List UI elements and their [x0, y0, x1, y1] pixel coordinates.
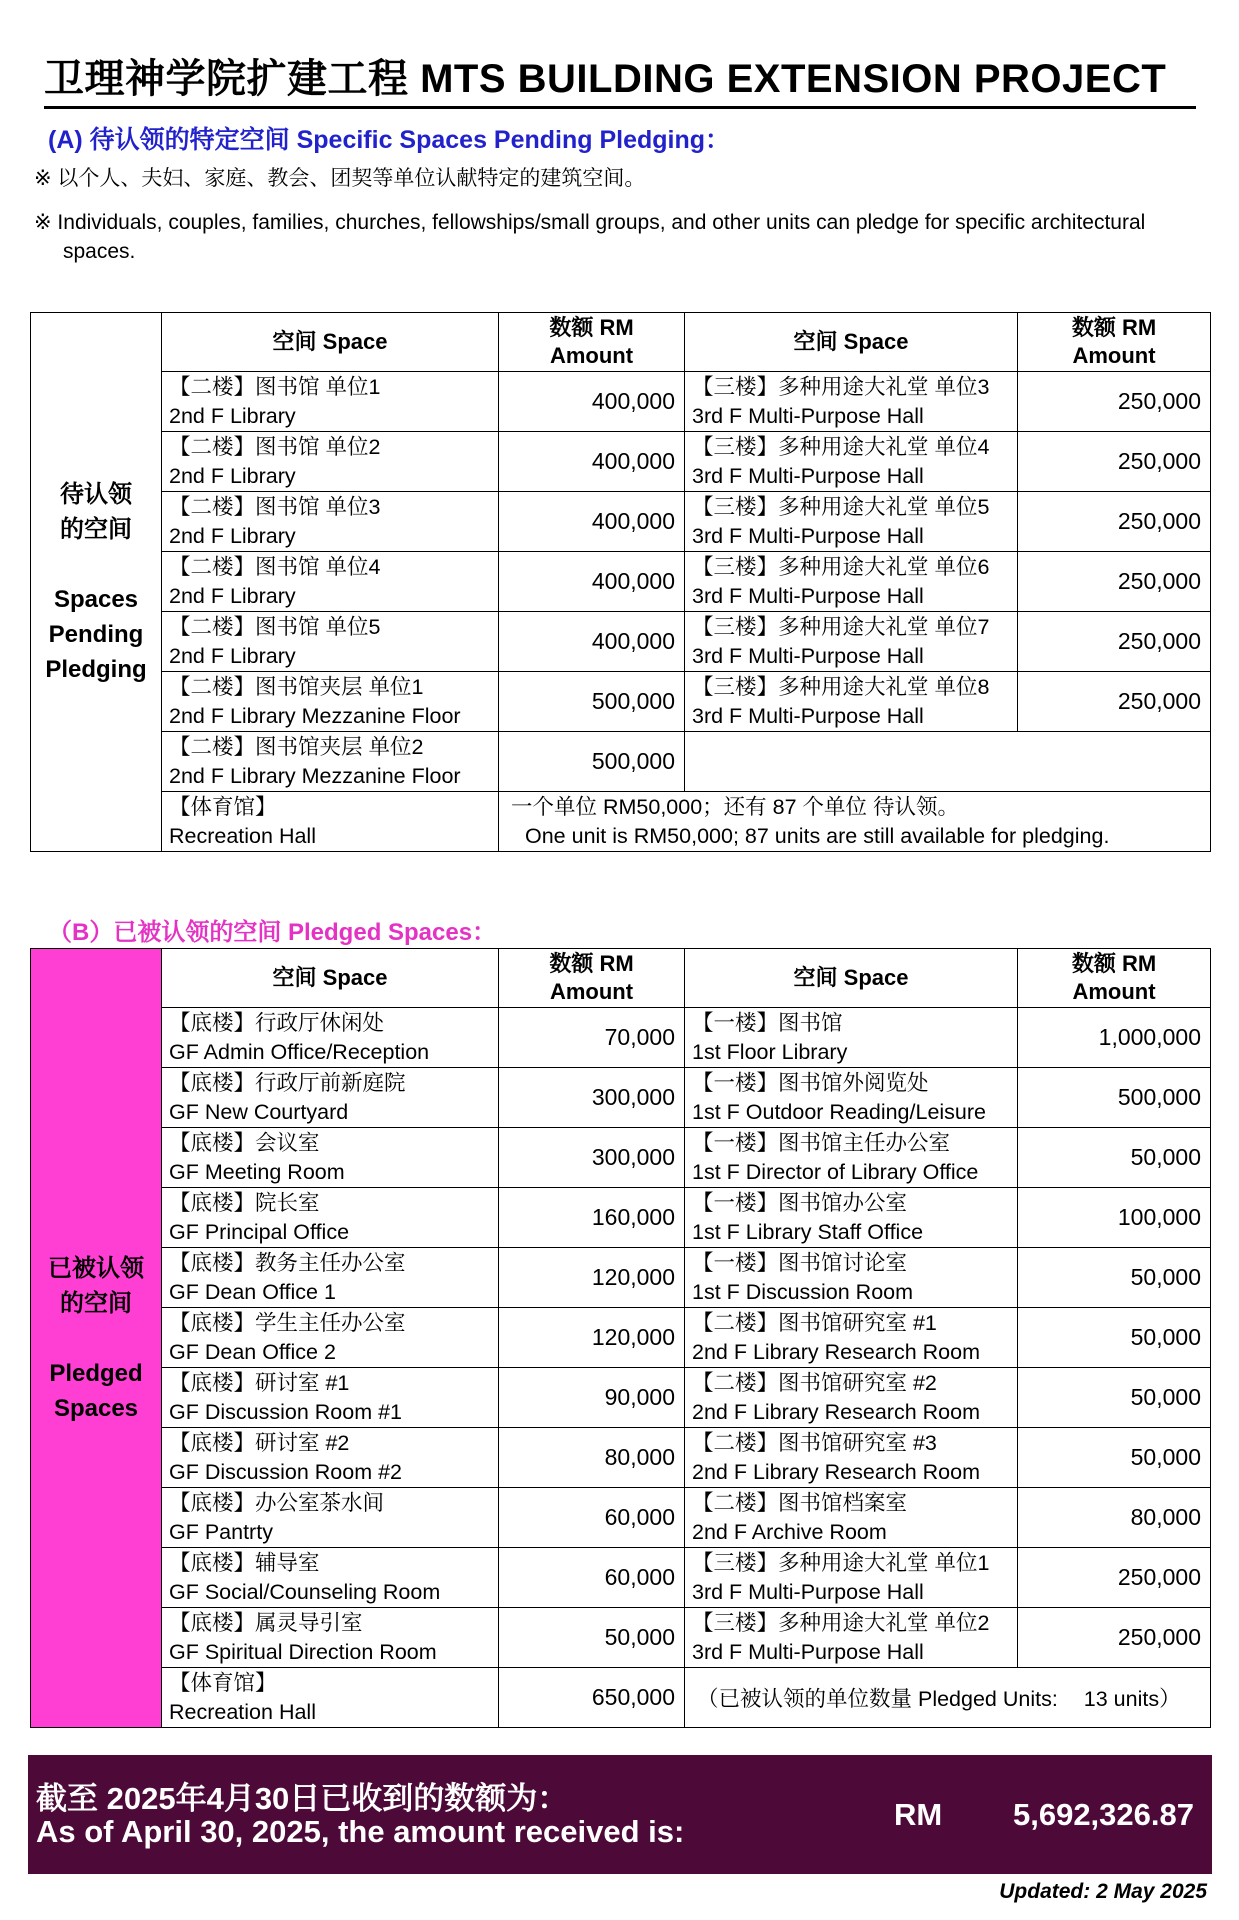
- space-cell: 【二楼】图书馆 单位1 2nd F Library: [162, 372, 499, 432]
- table-row: [31, 792, 1211, 852]
- amount-cell: 80,000: [1018, 1488, 1211, 1548]
- table-row: [31, 552, 1211, 612]
- space-cell: 【底楼】研讨室 #2 GF Discussion Room #2: [162, 1428, 499, 1488]
- side-label-cn-2: 的空间: [60, 516, 132, 543]
- amount-cell: 250,000: [1018, 1608, 1211, 1668]
- space-cell: 【底楼】办公室茶水间 GF Pantrty: [162, 1488, 499, 1548]
- page-title: 卫理神学院扩建工程 MTS BUILDING EXTENSION PROJECT: [44, 56, 1196, 109]
- pledged-units-label: （已被认领的单位数量 Pledged Units:: [697, 1687, 1058, 1711]
- space-cell: 【三楼】多种用途大礼堂 单位2 3rd F Multi-Purpose Hall: [685, 1608, 1018, 1668]
- header-space-left: 空间 Space: [162, 949, 499, 1008]
- amount-cell: 400,000: [499, 372, 685, 432]
- space-cell: 【一楼】图书馆讨论室 1st F Discussion Room: [685, 1248, 1018, 1308]
- table-row: [31, 432, 1211, 492]
- table-row: [31, 1248, 1211, 1308]
- space-cell: 【底楼】属灵导引室 GF Spiritual Direction Room: [162, 1608, 499, 1668]
- amount-cell: 250,000: [1018, 552, 1211, 612]
- table-header-row: [31, 949, 1211, 1008]
- amount-cell: 1,000,000: [1018, 1008, 1211, 1068]
- amount-cell: 50,000: [499, 1608, 685, 1668]
- space-cell: 【底楼】行政厅休闲处 GF Admin Office/Reception: [162, 1008, 499, 1068]
- total-label-en: As of April 30, 2025, the amount received is:: [36, 1814, 685, 1849]
- amount-cell: 500,000: [499, 672, 685, 732]
- space-cell: 【体育馆】 Recreation Hall: [162, 1668, 499, 1728]
- table-row: [31, 672, 1211, 732]
- table-row: [31, 1668, 1211, 1728]
- space-cell: 【二楼】图书馆 单位2 2nd F Library: [162, 432, 499, 492]
- amount-cell: 70,000: [499, 1008, 685, 1068]
- table-row: [31, 492, 1211, 552]
- space-cell: 【底楼】行政厅前新庭院 GF New Courtyard: [162, 1068, 499, 1128]
- header-amount-right: 数额 RM Amount: [1018, 313, 1211, 372]
- space-cell: 【二楼】图书馆 单位5 2nd F Library: [162, 612, 499, 672]
- pledged-units-cell: [685, 1668, 1211, 1728]
- space-cell: 【二楼】图书馆档案室 2nd F Archive Room: [685, 1488, 1018, 1548]
- space-cell: 【一楼】图书馆外阅览处 1st F Outdoor Reading/Leisure: [685, 1068, 1018, 1128]
- side-label-en-1: Pledged: [49, 1359, 143, 1387]
- amount-cell: 250,000: [1018, 1548, 1211, 1608]
- space-cell: 【三楼】多种用途大礼堂 单位3 3rd F Multi-Purpose Hall: [685, 372, 1018, 432]
- space-cell: 【底楼】教务主任办公室 GF Dean Office 1: [162, 1248, 499, 1308]
- amount-cell: 50,000: [1018, 1428, 1211, 1488]
- amount-cell: 300,000: [499, 1068, 685, 1128]
- amount-cell: 120,000: [499, 1248, 685, 1308]
- table-row: [31, 1128, 1211, 1188]
- side-label-cn-1: 待认领: [60, 481, 132, 508]
- space-cell: 【三楼】多种用途大礼堂 单位6 3rd F Multi-Purpose Hall: [685, 552, 1018, 612]
- table-row: [31, 372, 1211, 432]
- side-label-cn-1: 已被认领: [48, 1254, 144, 1282]
- space-cell: 【三楼】多种用途大礼堂 单位5 3rd F Multi-Purpose Hall: [685, 492, 1018, 552]
- space-cell: 【一楼】图书馆办公室 1st F Library Staff Office: [685, 1188, 1018, 1248]
- table-row: [31, 1068, 1211, 1128]
- table-row: [31, 1608, 1211, 1668]
- amount-cell: 100,000: [1018, 1188, 1211, 1248]
- amount-cell: 400,000: [499, 612, 685, 672]
- header-amount-left: 数额 RM Amount: [499, 313, 685, 372]
- space-cell: 【体育馆】 Recreation Hall: [162, 792, 499, 852]
- side-label-pledged: [31, 949, 162, 1728]
- amount-cell: 120,000: [499, 1308, 685, 1368]
- space-cell: 【二楼】图书馆 单位3 2nd F Library: [162, 492, 499, 552]
- amount-cell: 250,000: [1018, 432, 1211, 492]
- table-row: [31, 732, 1211, 792]
- amount-cell: 250,000: [1018, 372, 1211, 432]
- amount-cell: 50,000: [1018, 1128, 1211, 1188]
- table-row: [31, 1308, 1211, 1368]
- space-cell: 【底楼】辅导室 GF Social/Counseling Room: [162, 1548, 499, 1608]
- note-chinese: ※ 以个人、夫妇、家庭、教会、团契等单位认献特定的建筑空间。: [34, 167, 646, 190]
- space-cell: 【底楼】会议室 GF Meeting Room: [162, 1128, 499, 1188]
- space-cell: 【二楼】图书馆研究室 #3 2nd F Library Research Room: [685, 1428, 1018, 1488]
- space-cell: 【二楼】图书馆研究室 #2 2nd F Library Research Room: [685, 1368, 1018, 1428]
- pledged-spaces-table: [30, 948, 1211, 1728]
- section-b-heading: （B）已被认领的空间 Pledged Spaces：: [48, 919, 497, 946]
- space-cell: 【二楼】图书馆研究室 #1 2nd F Library Research Room: [685, 1308, 1018, 1368]
- table-row: [31, 1548, 1211, 1608]
- table-row: [31, 1368, 1211, 1428]
- space-cell: 【三楼】多种用途大礼堂 单位4 3rd F Multi-Purpose Hall: [685, 432, 1018, 492]
- recreation-hall-note: 一个单位 RM50,000；还有 87 个单位 待认领。 One unit is RM50,000; 87 units are still available for pledging.: [499, 792, 1211, 852]
- space-cell: 【一楼】图书馆 1st Floor Library: [685, 1008, 1018, 1068]
- total-amount: 5,692,326.87: [1012, 1797, 1194, 1832]
- empty-cell: [685, 732, 1211, 792]
- header-space-left: 空间 Space: [162, 313, 499, 372]
- table-row: [31, 612, 1211, 672]
- side-label-pending: [31, 313, 162, 852]
- pledged-units-value: 13 units）: [1083, 1687, 1181, 1711]
- table-header-row: [31, 313, 1211, 372]
- space-cell: 【三楼】多种用途大礼堂 单位1 3rd F Multi-Purpose Hall: [685, 1548, 1018, 1608]
- space-cell: 【二楼】图书馆夹层 单位1 2nd F Library Mezzanine Floor: [162, 672, 499, 732]
- amount-cell: 250,000: [1018, 672, 1211, 732]
- side-label-en-2: Spaces: [53, 1394, 139, 1422]
- amount-cell: 400,000: [499, 492, 685, 552]
- amount-cell: 50,000: [1018, 1308, 1211, 1368]
- amount-cell: 50,000: [1018, 1368, 1211, 1428]
- space-cell: 【一楼】图书馆主任办公室 1st F Director of Library Office: [685, 1128, 1018, 1188]
- section-a-heading: (A) 待认领的特定空间 Specific Spaces Pending Pledging：: [48, 126, 731, 154]
- header-amount-left: 数额 RM Amount: [499, 949, 685, 1008]
- amount-cell: 50,000: [1018, 1248, 1211, 1308]
- space-cell: 【二楼】图书馆 单位4 2nd F Library: [162, 552, 499, 612]
- header-space-right: 空间 Space: [685, 313, 1018, 372]
- amount-cell: 250,000: [1018, 612, 1211, 672]
- amount-cell: 300,000: [499, 1128, 685, 1188]
- amount-cell: 250,000: [1018, 492, 1211, 552]
- amount-cell: 160,000: [499, 1188, 685, 1248]
- amount-cell: 650,000: [499, 1668, 685, 1728]
- side-label-en-1: Spaces: [53, 586, 139, 613]
- pending-spaces-table: [30, 312, 1211, 852]
- total-currency: RM: [894, 1797, 943, 1832]
- amount-cell: 80,000: [499, 1428, 685, 1488]
- table-row: [31, 1488, 1211, 1548]
- note-english: ※ Individuals, couples, families, churches, fellowships/small groups, and other units can pledge for specific architectural spaces.: [34, 211, 1146, 263]
- amount-cell: 500,000: [499, 732, 685, 792]
- amount-cell: 90,000: [499, 1368, 685, 1428]
- space-cell: 【二楼】图书馆夹层 单位2 2nd F Library Mezzanine Floor: [162, 732, 499, 792]
- space-cell: 【三楼】多种用途大礼堂 单位8 3rd F Multi-Purpose Hall: [685, 672, 1018, 732]
- amount-cell: 60,000: [499, 1548, 685, 1608]
- total-received-banner: [28, 1755, 1212, 1874]
- header-amount-right: 数额 RM Amount: [1018, 949, 1211, 1008]
- side-label-cn-2: 的空间: [60, 1289, 132, 1317]
- table-row: [31, 1008, 1211, 1068]
- space-cell: 【三楼】多种用途大礼堂 单位7 3rd F Multi-Purpose Hall: [685, 612, 1018, 672]
- side-label-en-2: Pending: [48, 621, 144, 648]
- total-label-cn: 截至 2025年4月30日已收到的数额为：: [36, 1781, 569, 1816]
- amount-cell: 60,000: [499, 1488, 685, 1548]
- space-cell: 【底楼】学生主任办公室 GF Dean Office 2: [162, 1308, 499, 1368]
- updated-date: Updated: 2 May 2025: [999, 1880, 1207, 1903]
- amount-cell: 400,000: [499, 552, 685, 612]
- table-row: [31, 1428, 1211, 1488]
- side-label-en-3: Pledging: [45, 656, 147, 683]
- space-cell: 【底楼】研讨室 #1 GF Discussion Room #1: [162, 1368, 499, 1428]
- table-row: [31, 1188, 1211, 1248]
- amount-cell: 500,000: [1018, 1068, 1211, 1128]
- header-space-right: 空间 Space: [685, 949, 1018, 1008]
- space-cell: 【底楼】院长室 GF Principal Office: [162, 1188, 499, 1248]
- amount-cell: 400,000: [499, 432, 685, 492]
